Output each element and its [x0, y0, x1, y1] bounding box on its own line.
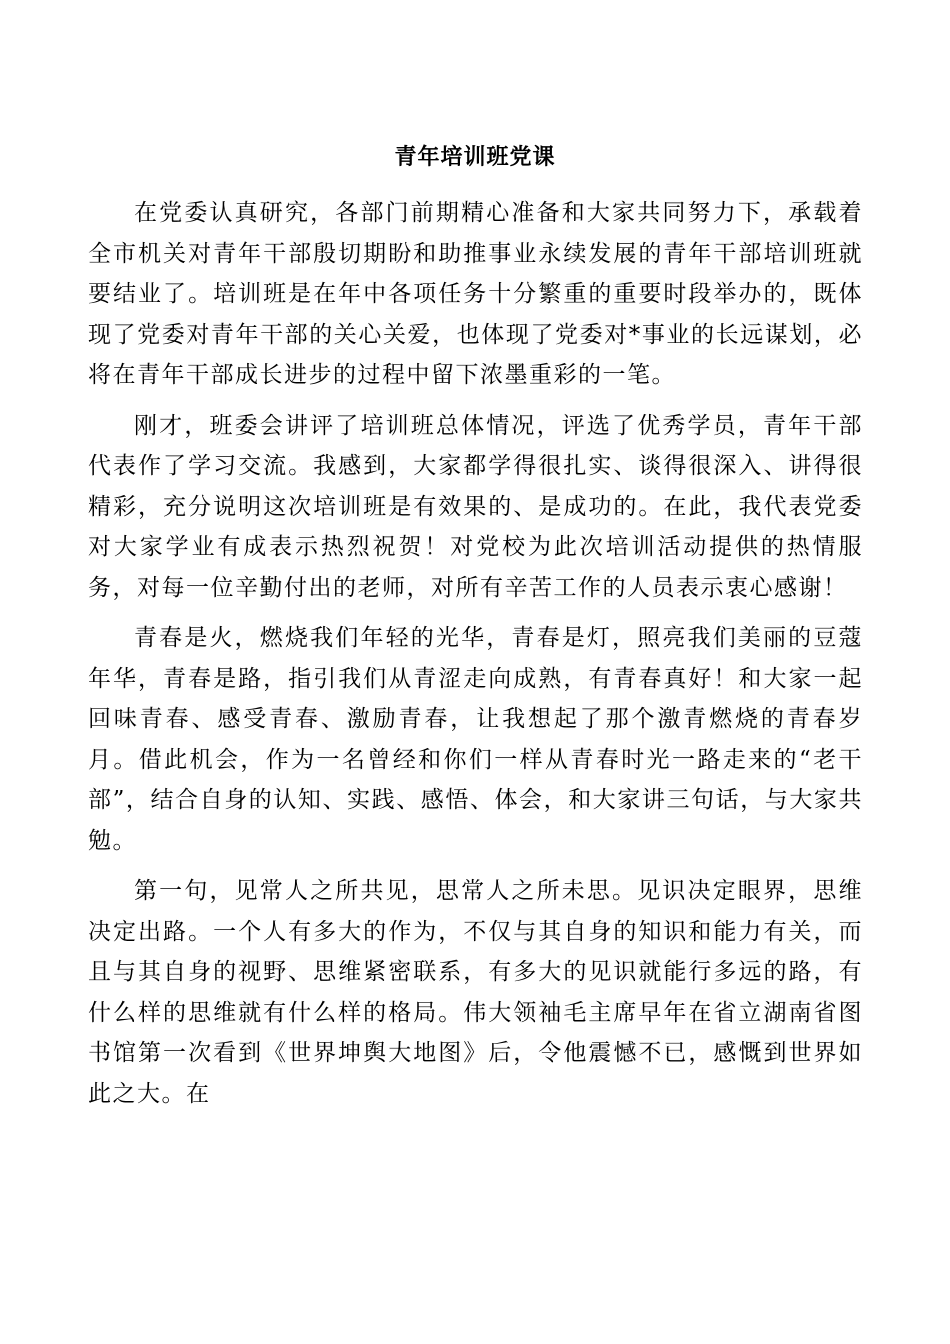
- document-body: [88, 193, 863, 1124]
- paragraph-1: 在党委认真研究，各部门前期精心准备和大家共同努力下，承载着全市机关对青年干部殷切期盼和助推事业永续发展的青年干部培训班就要结业了。培训班是在年中各项任务十分繁重的重要时段举办的，既体现了党委对青年干部的关心关爱，也体现了党委对*事业的长远谋划，必将在青年干部成长进步的过程中留下浓墨重彩的一笔。: [88, 200, 863, 388]
- paragraph-3: 青春是火，燃烧我们年轻的光华，青春是灯，照亮我们美丽的豆蔻年华，青春是路，指引我们从青涩走向成熟，有青春真好！和大家一起回味青春、感受青春、激励青春，让我想起了那个激青燃烧的青春岁月。借此机会，作为一名曾经和你们一样从青春时光一路走来的“老干部”，结合自身的认知、实践、感悟、体会，和大家讲三句话，与大家共勉。: [88, 625, 863, 854]
- paragraph-4: 第一句，见常人之所共见，思常人之所未思。见识决定眼界，思维决定出路。一个人有多大的作为，不仅与其自身的知识和能力有关，而且与其自身的视野、思维紧密联系，有多大的见识就能行多远的路，有什么样的思维就有什么样的格局。伟大领袖毛主席早年在省立湖南省图书馆第一次看到《世界坤舆大地图》后，令他震憾不已，感慨到世界如此之大。在: [88, 878, 863, 1107]
- document-title: 青年培训班党课: [394, 144, 556, 170]
- paragraph-2: 刚才，班委会讲评了培训班总体情况，评选了优秀学员，青年干部代表作了学习交流。我感到，大家都学得很扎实、谈得很深入、讲得很精彩，充分说明这次培训班是有效果的、是成功的。在此，我代表党委对大家学业有成表示热烈祝贺！对党校为此次培训活动提供的热情服务，对每一位辛勤付出的老师，对所有辛苦工作的人员表示衷心感谢！: [88, 412, 863, 601]
